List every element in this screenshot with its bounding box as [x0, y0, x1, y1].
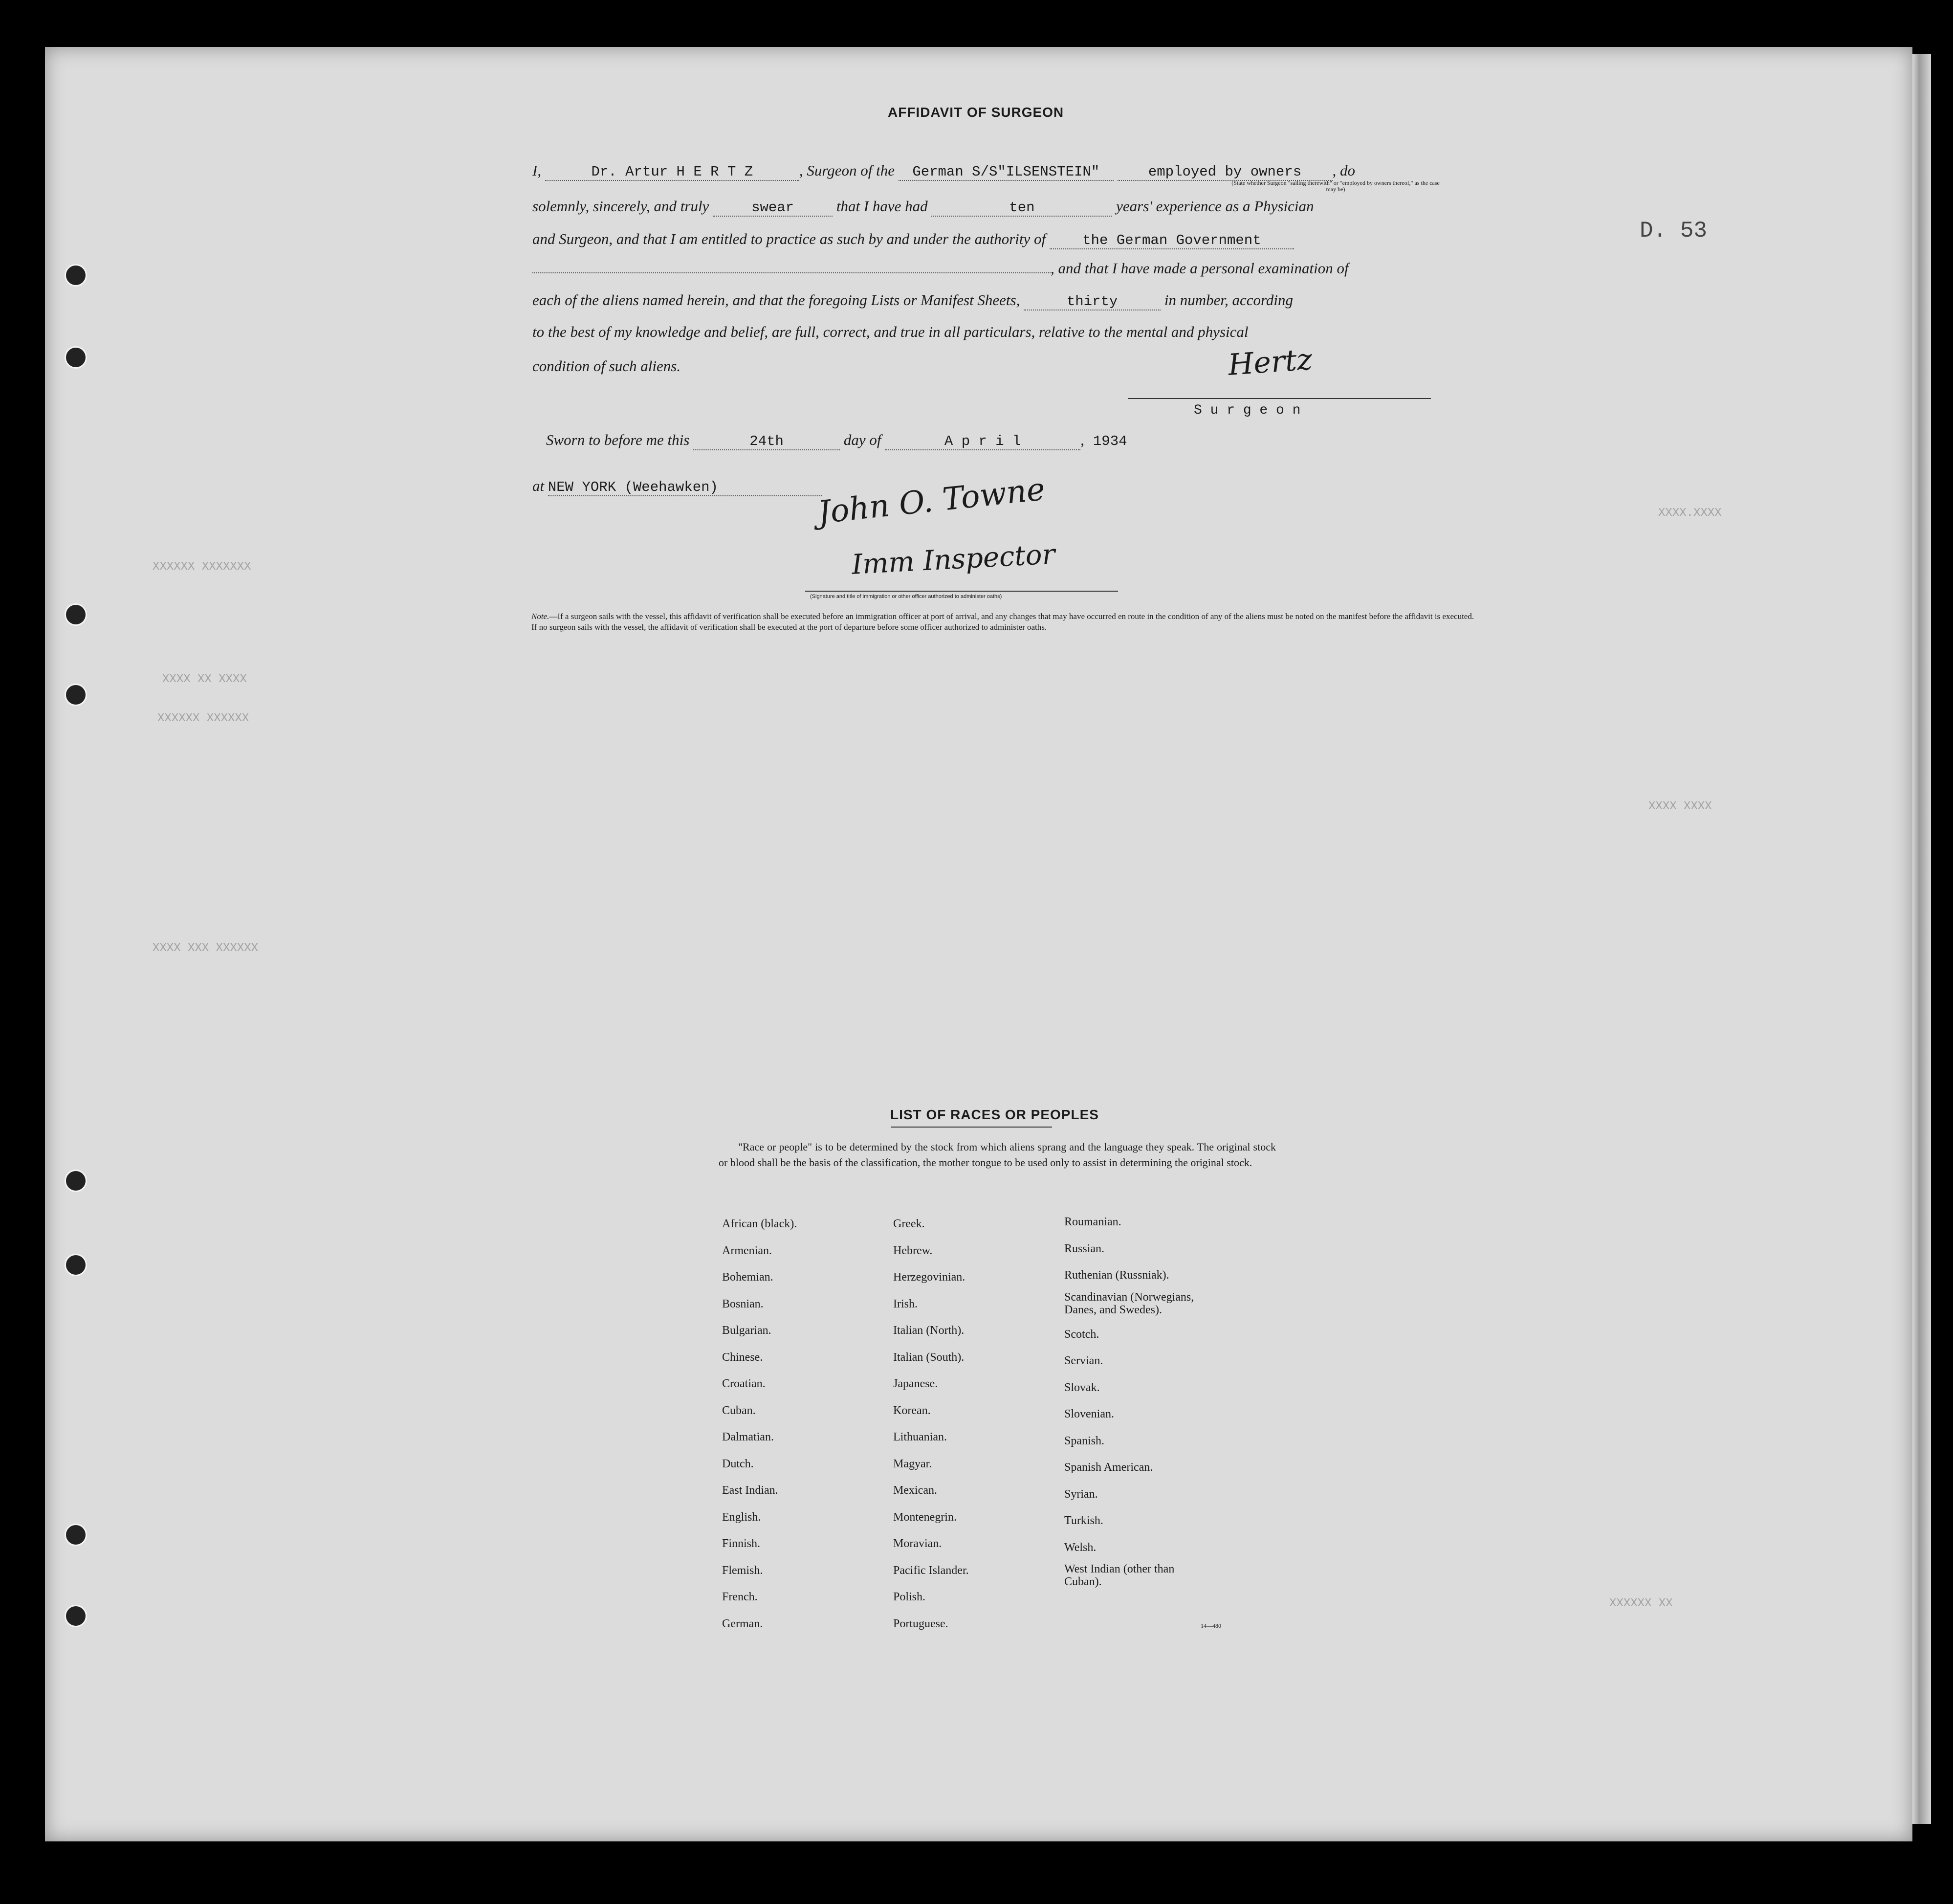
race-item: Flemish.: [722, 1564, 763, 1577]
affidavit-line-1: [532, 162, 1355, 181]
affidavit-line-3: [532, 230, 1294, 249]
affidavit-title: AFFIDAVIT OF SURGEON: [888, 105, 1064, 120]
text-that-i-have-had: that I have had: [836, 198, 928, 215]
race-item: German.: [722, 1617, 763, 1630]
text-each-of: each of the aliens named herein, and that the foregoing Lists or Manifest Sheets,: [532, 291, 1020, 309]
affidavit-note: [517, 611, 1485, 633]
year-field: 1934: [1093, 433, 1127, 449]
race-item: Lithuanian.: [893, 1431, 947, 1443]
race-item: French.: [722, 1591, 758, 1603]
race-item: English.: [722, 1510, 761, 1524]
race-item: Spanish.: [1064, 1434, 1105, 1447]
race-item: Pacific Islander.: [893, 1564, 969, 1577]
day-field: 24th: [693, 434, 840, 450]
race-item: Magyar.: [893, 1457, 932, 1470]
race-item: Irish.: [893, 1297, 918, 1310]
race-item: Bohemian.: [722, 1271, 773, 1284]
race-item: Italian (North).: [893, 1324, 965, 1337]
affidavit-line-7: condition of such aliens.: [532, 357, 681, 375]
text-at: at: [532, 477, 545, 494]
race-item: Hebrew.: [893, 1244, 933, 1257]
race-item: Japanese.: [893, 1377, 938, 1390]
race-item: Scotch.: [1064, 1328, 1099, 1341]
race-item: Armenian.: [722, 1244, 772, 1257]
race-item: Scandinavian (Norwegians, Danes, and Swedes).: [1064, 1290, 1194, 1316]
text-solemnly: solemnly, sincerely, and truly: [532, 198, 709, 215]
race-item: Finnish.: [722, 1537, 761, 1550]
punch-hole: [65, 1524, 87, 1546]
race-item: Portuguese.: [893, 1617, 948, 1630]
race-item: East Indian.: [722, 1484, 778, 1497]
race-item: Polish.: [893, 1591, 926, 1603]
note-text-1: —If a surgeon sails with the vessel, this affidavit of verification shall be executed before an immigration officer at port of arrival, and any changes that may have occurred en route in the condition of any of the aliens must be noted on the manifest before the affidavit is executed.: [549, 612, 1474, 621]
race-item: Welsh.: [1064, 1541, 1097, 1554]
race-item: Syrian.: [1064, 1487, 1098, 1501]
races-title: LIST OF RACES OR PEOPLES: [890, 1107, 1099, 1122]
form-number: 14—480: [1201, 1622, 1221, 1629]
races-column-2: [893, 1211, 1059, 1637]
text-personal-exam: , and that I have made a personal examination of: [1051, 260, 1349, 277]
race-item: West Indian (other than Cuban).: [1064, 1563, 1175, 1588]
races-intro: "Race or people" is to be determined by the stock from which aliens sprang and the language they speak. The original stock or blood shall be the basis of the classification, the mother tongue to be used only to assist in determining the original stock.: [719, 1141, 1276, 1169]
vessel-field: German S/S"ILSENSTEIN": [899, 164, 1114, 181]
month-field: A p r i l: [885, 434, 1080, 450]
manifest-page: XXXXXXX XXXXXX XXXX XX XXXX XXXXXX XXXXXX XXXXXX XXX XXXX XXXX.XXXX XXXX XXXX XX XXXXXX AFFIDAVIT OF SURGEON I, Dr. Artur H E R T Z , Surgeon of the German S/S"ILSENSTEIN" employed by owners , do (State whether Surgeon "sailing therewith" or "employed by owners thereof," as the case may be) solemnly, sincerely, and truly swear that I have had ten years' experience as a Physician and Surgeon, and that I am entitled to practice as such by and under the authority of the German Government , and that I have made a personal examination of each of the aliens named herein, and that the foregoing Lists or Manifest Sheets, thirty in number, according to the best of my knowledge and belief, are full, correct, and true in all particulars, relative to the mental and physical condition of such aliens. Hertz S u r g e o n Sworn to before me this 24th day of A p r i l , 1934 at NEW YORK (Weehawken) John O. Towne Imm Inspector (Signature and title of immigration or other officer authorized to administer oaths) Note.—If a surgeon sails with the vessel, this affidavit of verification shall be executed before an immigration officer at port of arrival, and any changes that may have occurred en route in the condition of any of the aliens must be noted on the manifest before the affidavit is executed. If no surgeon sails with the vessel, the affidavit of verification shall be executed at the port of departure before some officer authorized to administer oaths. D. 53 LIST OF RACES OR PEOPLES "Race or people" is to be determined by the stock from which aliens sprang and the language they speak. The original stock or blood shall be the basis of the classification, the mother tongue to be used only to assist in determining the original stock. African (black). Armenian. Bohemian. Bosnian. Bulgarian. Chinese. Croatian. Cuban. Dalmatian. Dutch. East Indian. English. Finnish. Flemish. French. German. Greek. Hebrew. Herzegovinian. Irish. Italian (North). Italian (South). Japanese. Korean. Lithuanian. Magyar. Mexican. Montenegrin. Moravian. Pacific Islander. Polish. Portuguese. Roumanian. Russian. Ruthenian (Russniak). Scandinavian (Norwegians, Danes, and Swedes). Scotch. Servian. Slovak. Slovenian. Spanish. Spanish American. Syrian. Turkish. Welsh. West Indian (other than Cuban). 14—480: [45, 47, 1912, 1841]
surgeon-signature: Hertz: [1227, 342, 1314, 382]
race-item: Roumanian.: [1064, 1216, 1121, 1228]
races-title-rule: [891, 1127, 1052, 1128]
sworn-line: Sworn to before me this 24th day of A p r i l , 1934: [546, 431, 1132, 450]
race-item: Mexican.: [893, 1484, 937, 1497]
authority-continued-field: [532, 272, 1051, 273]
race-item: Herzegovinian.: [893, 1271, 966, 1284]
inspector-signature: John O. Towne: [816, 471, 1047, 531]
surgeon-signature-line: [1128, 398, 1431, 399]
employment-note: (State whether Surgeon "sailing therewith" or "employed by owners thereof," as the case may be): [1231, 179, 1440, 193]
employment-field: employed by owners: [1118, 164, 1333, 181]
margin-stamp: D. 53: [1640, 218, 1708, 244]
text-years-experience: years' experience as a Physician: [1116, 198, 1314, 215]
text-day-of: day of: [843, 431, 881, 448]
affidavit-line-6: to the best of my knowledge and belief, are full, correct, and true in all particulars, relative to the mental and physical: [532, 323, 1249, 340]
race-item: Moravian.: [893, 1537, 942, 1550]
race-item: Bosnian.: [722, 1297, 764, 1310]
text-in-number: in number, according: [1164, 291, 1294, 309]
race-item: Montenegrin.: [893, 1510, 957, 1524]
race-item: African (black).: [722, 1218, 797, 1230]
race-item: Croatian.: [722, 1377, 766, 1390]
punch-hole: [65, 1254, 87, 1276]
race-item: Bulgarian.: [722, 1324, 771, 1337]
text-sworn: Sworn to before me this: [546, 431, 690, 448]
race-item: Servian.: [1064, 1354, 1103, 1367]
punch-hole: [65, 264, 87, 287]
race-item: Dutch.: [722, 1457, 754, 1470]
race-item: Turkish.: [1064, 1514, 1103, 1527]
inspector-signature-line: [805, 591, 1118, 592]
race-item: Spanish American.: [1064, 1461, 1153, 1474]
race-item: Korean.: [893, 1404, 931, 1417]
signature-caption: (Signature and title of immigration or other officer authorized to administer oaths): [810, 594, 1002, 599]
races-column-3: [1064, 1209, 1260, 1588]
punch-hole: [65, 684, 87, 706]
text-surgeon-of: , Surgeon of the: [799, 162, 895, 179]
authority-field: the German Government: [1050, 233, 1294, 249]
affidavit-line-5: [532, 291, 1293, 310]
note-label: Note.: [531, 612, 549, 621]
affidavit-line-2: [532, 198, 1314, 217]
note-text-2: If no surgeon sails with the vessel, the affidavit of verification shall be executed at the port of departure before some officer authorized to administer oaths.: [531, 622, 1047, 632]
surgeon-name-field: Dr. Artur H E R T Z: [545, 164, 799, 181]
race-item: Russian.: [1064, 1242, 1105, 1255]
sheets-field: thirty: [1024, 294, 1161, 310]
race-item: Greek.: [893, 1218, 925, 1230]
place-line: [532, 477, 822, 496]
race-item: Italian (South).: [893, 1351, 965, 1364]
punch-hole: [65, 1605, 87, 1627]
races-column-1: [722, 1211, 878, 1637]
race-item: Dalmatian.: [722, 1431, 774, 1443]
punch-hole: [65, 603, 87, 626]
affidavit-line-4: [532, 260, 1349, 277]
inspector-title-signature: Imm Inspector: [851, 538, 1056, 581]
text-and-surgeon: and Surgeon, and that I am entitled to practice as such by and under the authority of: [532, 230, 1046, 247]
punch-hole: [65, 346, 87, 369]
surgeon-label: S u r g e o n: [1194, 403, 1301, 418]
race-item: Cuban.: [722, 1404, 756, 1417]
place-field: NEW YORK (Weehawken): [548, 480, 822, 496]
race-item: Chinese.: [722, 1351, 763, 1364]
race-item: Slovenian.: [1064, 1408, 1114, 1420]
punch-hole: [65, 1170, 87, 1192]
race-item: Slovak.: [1064, 1381, 1100, 1394]
race-item: Ruthenian (Russniak).: [1064, 1269, 1169, 1282]
oath-field: swear: [713, 200, 833, 217]
text-i: I,: [532, 162, 542, 179]
text-do: , do: [1332, 162, 1355, 179]
years-field: ten: [931, 200, 1112, 217]
